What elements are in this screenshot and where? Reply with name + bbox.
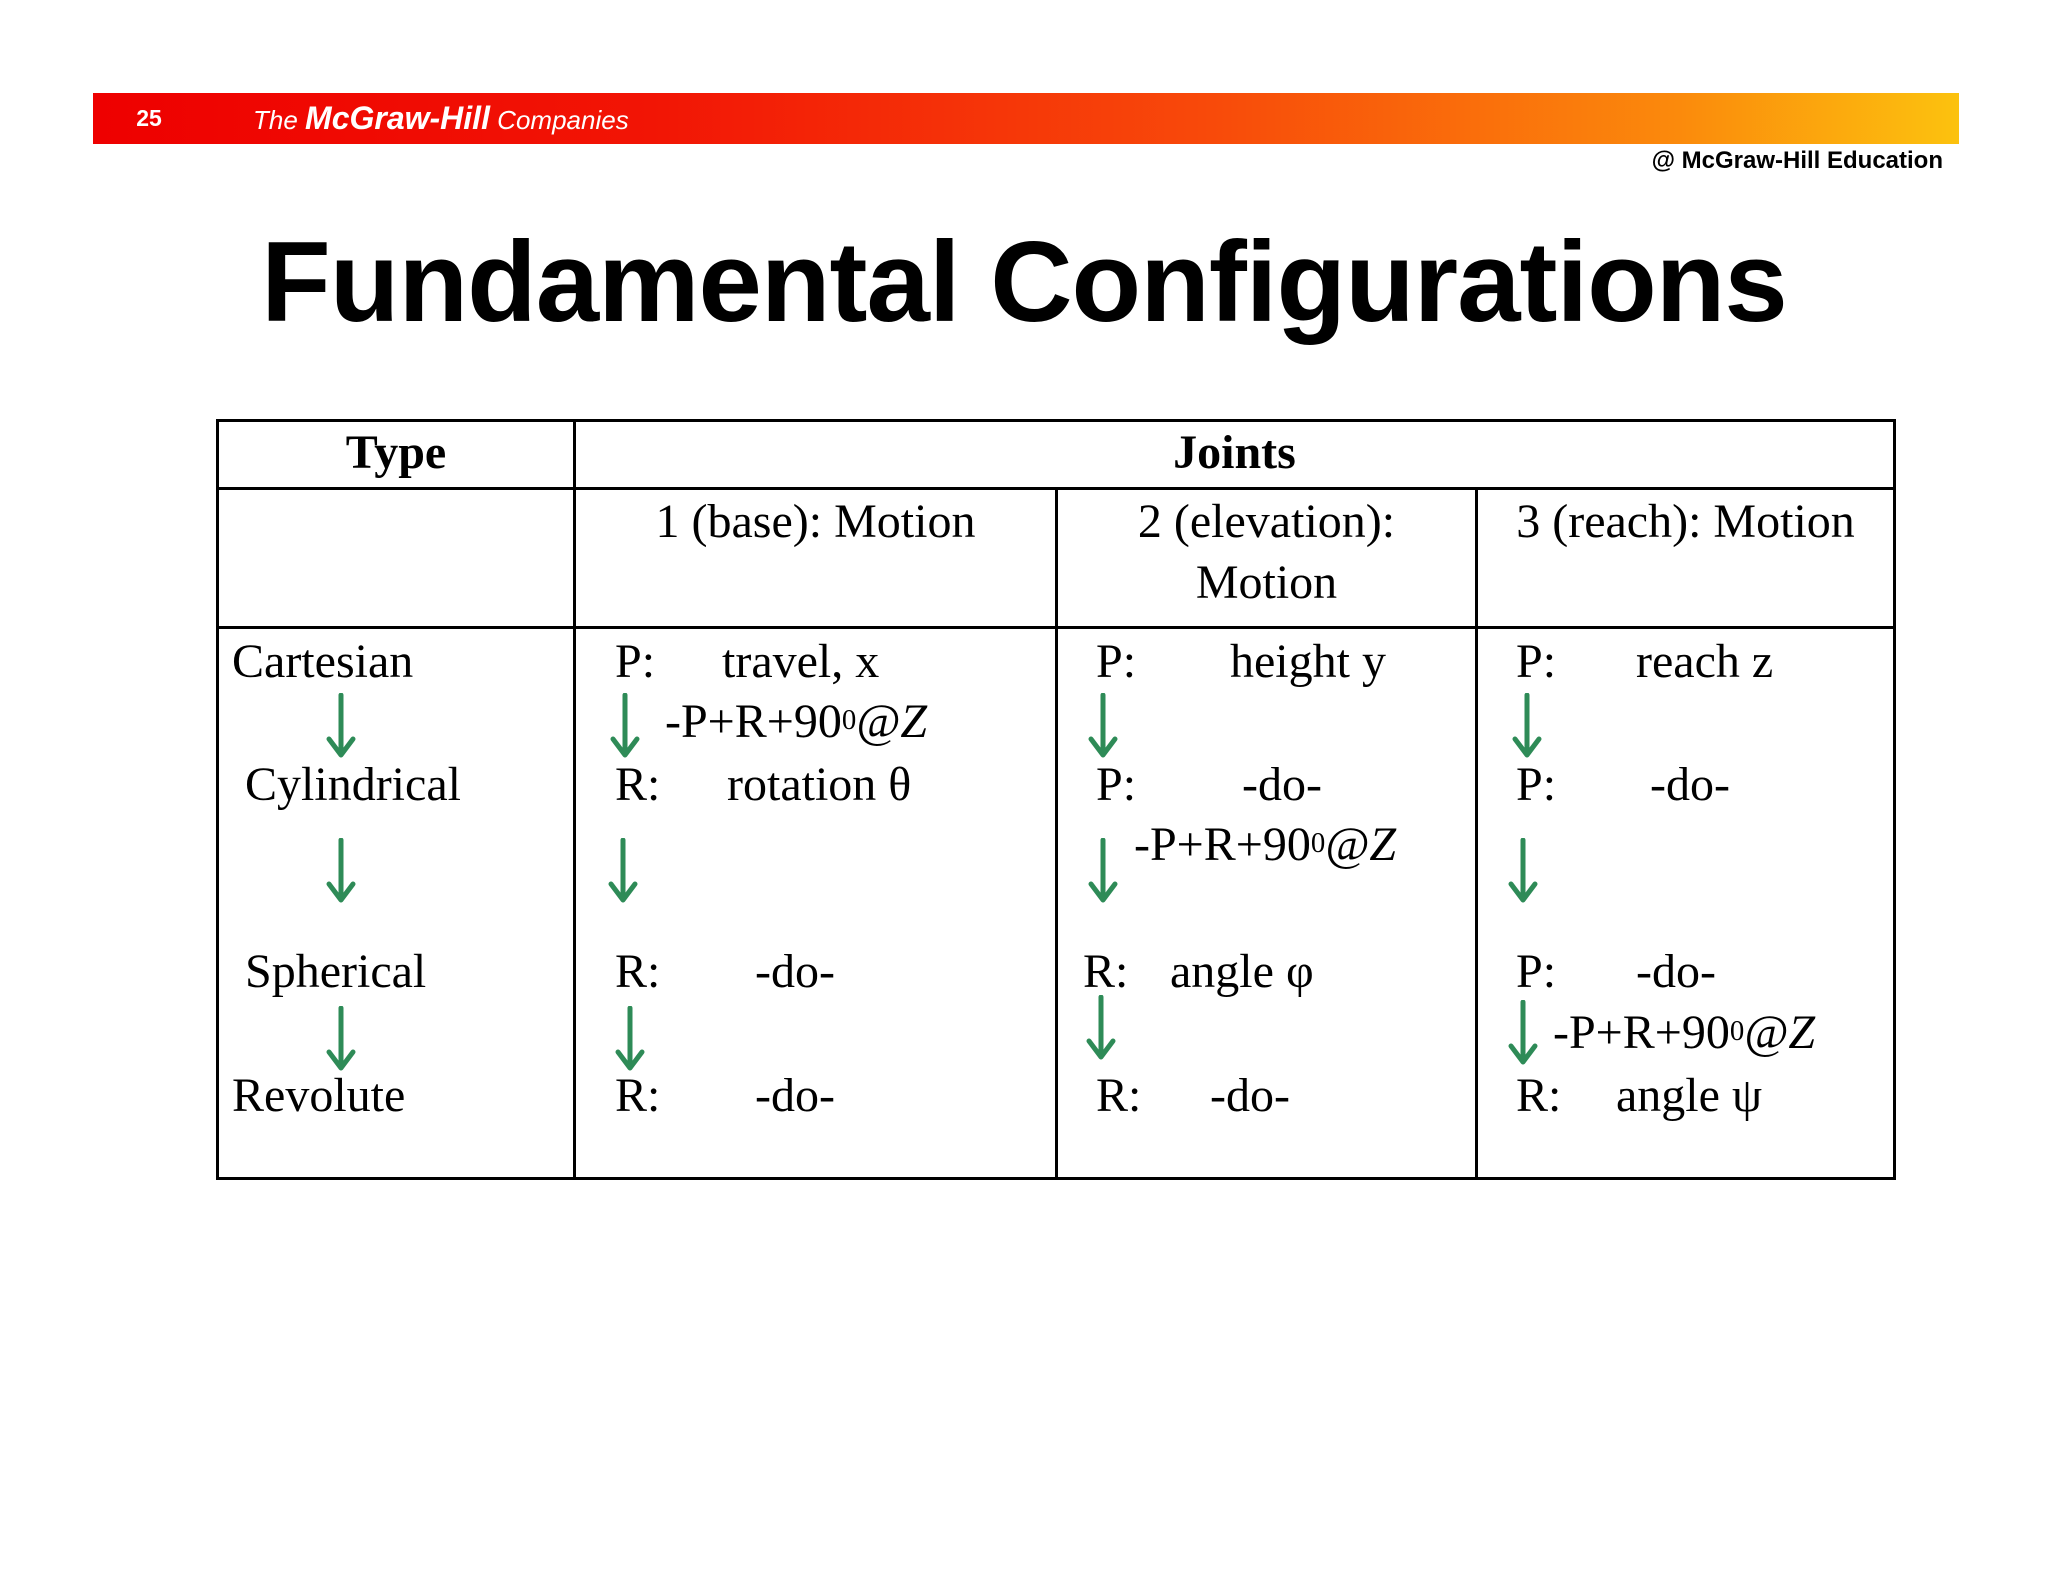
joint3-revolute-label: R: — [1516, 1069, 1562, 1122]
mcgraw-hill-logo — [253, 96, 629, 140]
transform-axis: @Z — [1325, 818, 1397, 871]
arrow-down-icon — [1512, 693, 1542, 759]
header-joints: Joints — [1173, 426, 1296, 479]
joint1-transform — [665, 692, 927, 752]
slide-number: 25 — [136, 105, 162, 131]
transform-degree: 0 — [1729, 1015, 1745, 1047]
arrow-down-icon — [326, 693, 356, 759]
transform-text: -P+R+90 — [1134, 818, 1311, 871]
transform-degree: 0 — [1310, 827, 1326, 859]
joint2-cartesian-label: P: — [1096, 635, 1137, 688]
subheader-joint2-line2: Motion — [1195, 556, 1338, 609]
joint3-cylindrical-label: P: — [1516, 758, 1557, 811]
arrow-down-icon — [615, 1006, 645, 1072]
subheader-joint1: 1 (base): Motion — [655, 495, 976, 548]
table-col-divider — [1475, 487, 1478, 1180]
joint1-revolute-value: -do- — [755, 1069, 835, 1122]
copyright-text: @ McGraw-Hill Education — [1651, 147, 1943, 174]
joint2-spherical-label: R: — [1083, 945, 1129, 998]
type-cylindrical: Cylindrical — [245, 758, 461, 811]
joint2-transform — [1134, 815, 1396, 875]
joint1-spherical-value: -do- — [755, 945, 835, 998]
table-border-top — [216, 419, 1896, 422]
joint2-cartesian-value: height y — [1230, 635, 1386, 688]
subheader-joint2-line1: 2 (elevation): — [1137, 495, 1396, 548]
logo-name: McGraw-Hill — [305, 100, 490, 136]
joint3-cylindrical-value: -do- — [1650, 758, 1730, 811]
page-title: Fundamental Configurations — [261, 219, 1787, 346]
joint2-revolute-label: R: — [1096, 1069, 1142, 1122]
joint1-cartesian-value: travel, x — [722, 635, 880, 688]
joint3-cartesian-label: P: — [1516, 635, 1557, 688]
joint2-cylindrical-label: P: — [1096, 758, 1137, 811]
header-type: Type — [345, 426, 447, 479]
arrow-down-icon — [1508, 838, 1538, 904]
type-revolute: Revolute — [232, 1069, 406, 1122]
joint1-spherical-label: R: — [615, 945, 661, 998]
arrow-down-icon — [1086, 995, 1116, 1061]
type-cartesian: Cartesian — [232, 635, 414, 688]
arrow-down-icon — [608, 838, 638, 904]
arrow-down-icon — [1508, 1000, 1538, 1066]
joint1-cylindrical-value: rotation θ — [727, 758, 912, 811]
joint3-revolute-value: angle ψ — [1616, 1069, 1762, 1122]
type-spherical: Spherical — [245, 945, 427, 998]
joint2-revolute-value: -do- — [1210, 1069, 1290, 1122]
arrow-down-icon — [610, 693, 640, 759]
arrow-down-icon — [1088, 693, 1118, 759]
transform-axis: @Z — [856, 695, 928, 748]
logo-suffix: Companies — [489, 105, 629, 135]
table-border-left — [216, 419, 219, 1180]
arrow-down-icon — [326, 1006, 356, 1072]
table-border-right — [1893, 419, 1896, 1180]
joint3-spherical-value: -do- — [1636, 945, 1716, 998]
transform-axis: @Z — [1744, 1006, 1816, 1059]
arrow-down-icon — [326, 838, 356, 904]
joint3-transform — [1553, 1003, 1815, 1063]
joint3-cartesian-value: reach z — [1636, 635, 1774, 688]
joint1-cylindrical-label: R: — [615, 758, 661, 811]
joint2-spherical-value: angle φ — [1170, 945, 1314, 998]
joint2-cylindrical-value: -do- — [1242, 758, 1322, 811]
transform-degree: 0 — [841, 704, 857, 736]
header-banner — [93, 93, 1959, 144]
arrow-down-icon — [1088, 838, 1118, 904]
logo-the: The — [253, 105, 306, 135]
joint1-cartesian-label: P: — [615, 635, 656, 688]
transform-text: -P+R+90 — [665, 695, 842, 748]
subheader-joint3: 3 (reach): Motion — [1516, 495, 1855, 548]
transform-text: -P+R+90 — [1553, 1006, 1730, 1059]
joint1-revolute-label: R: — [615, 1069, 661, 1122]
joint3-spherical-label: P: — [1516, 945, 1557, 998]
